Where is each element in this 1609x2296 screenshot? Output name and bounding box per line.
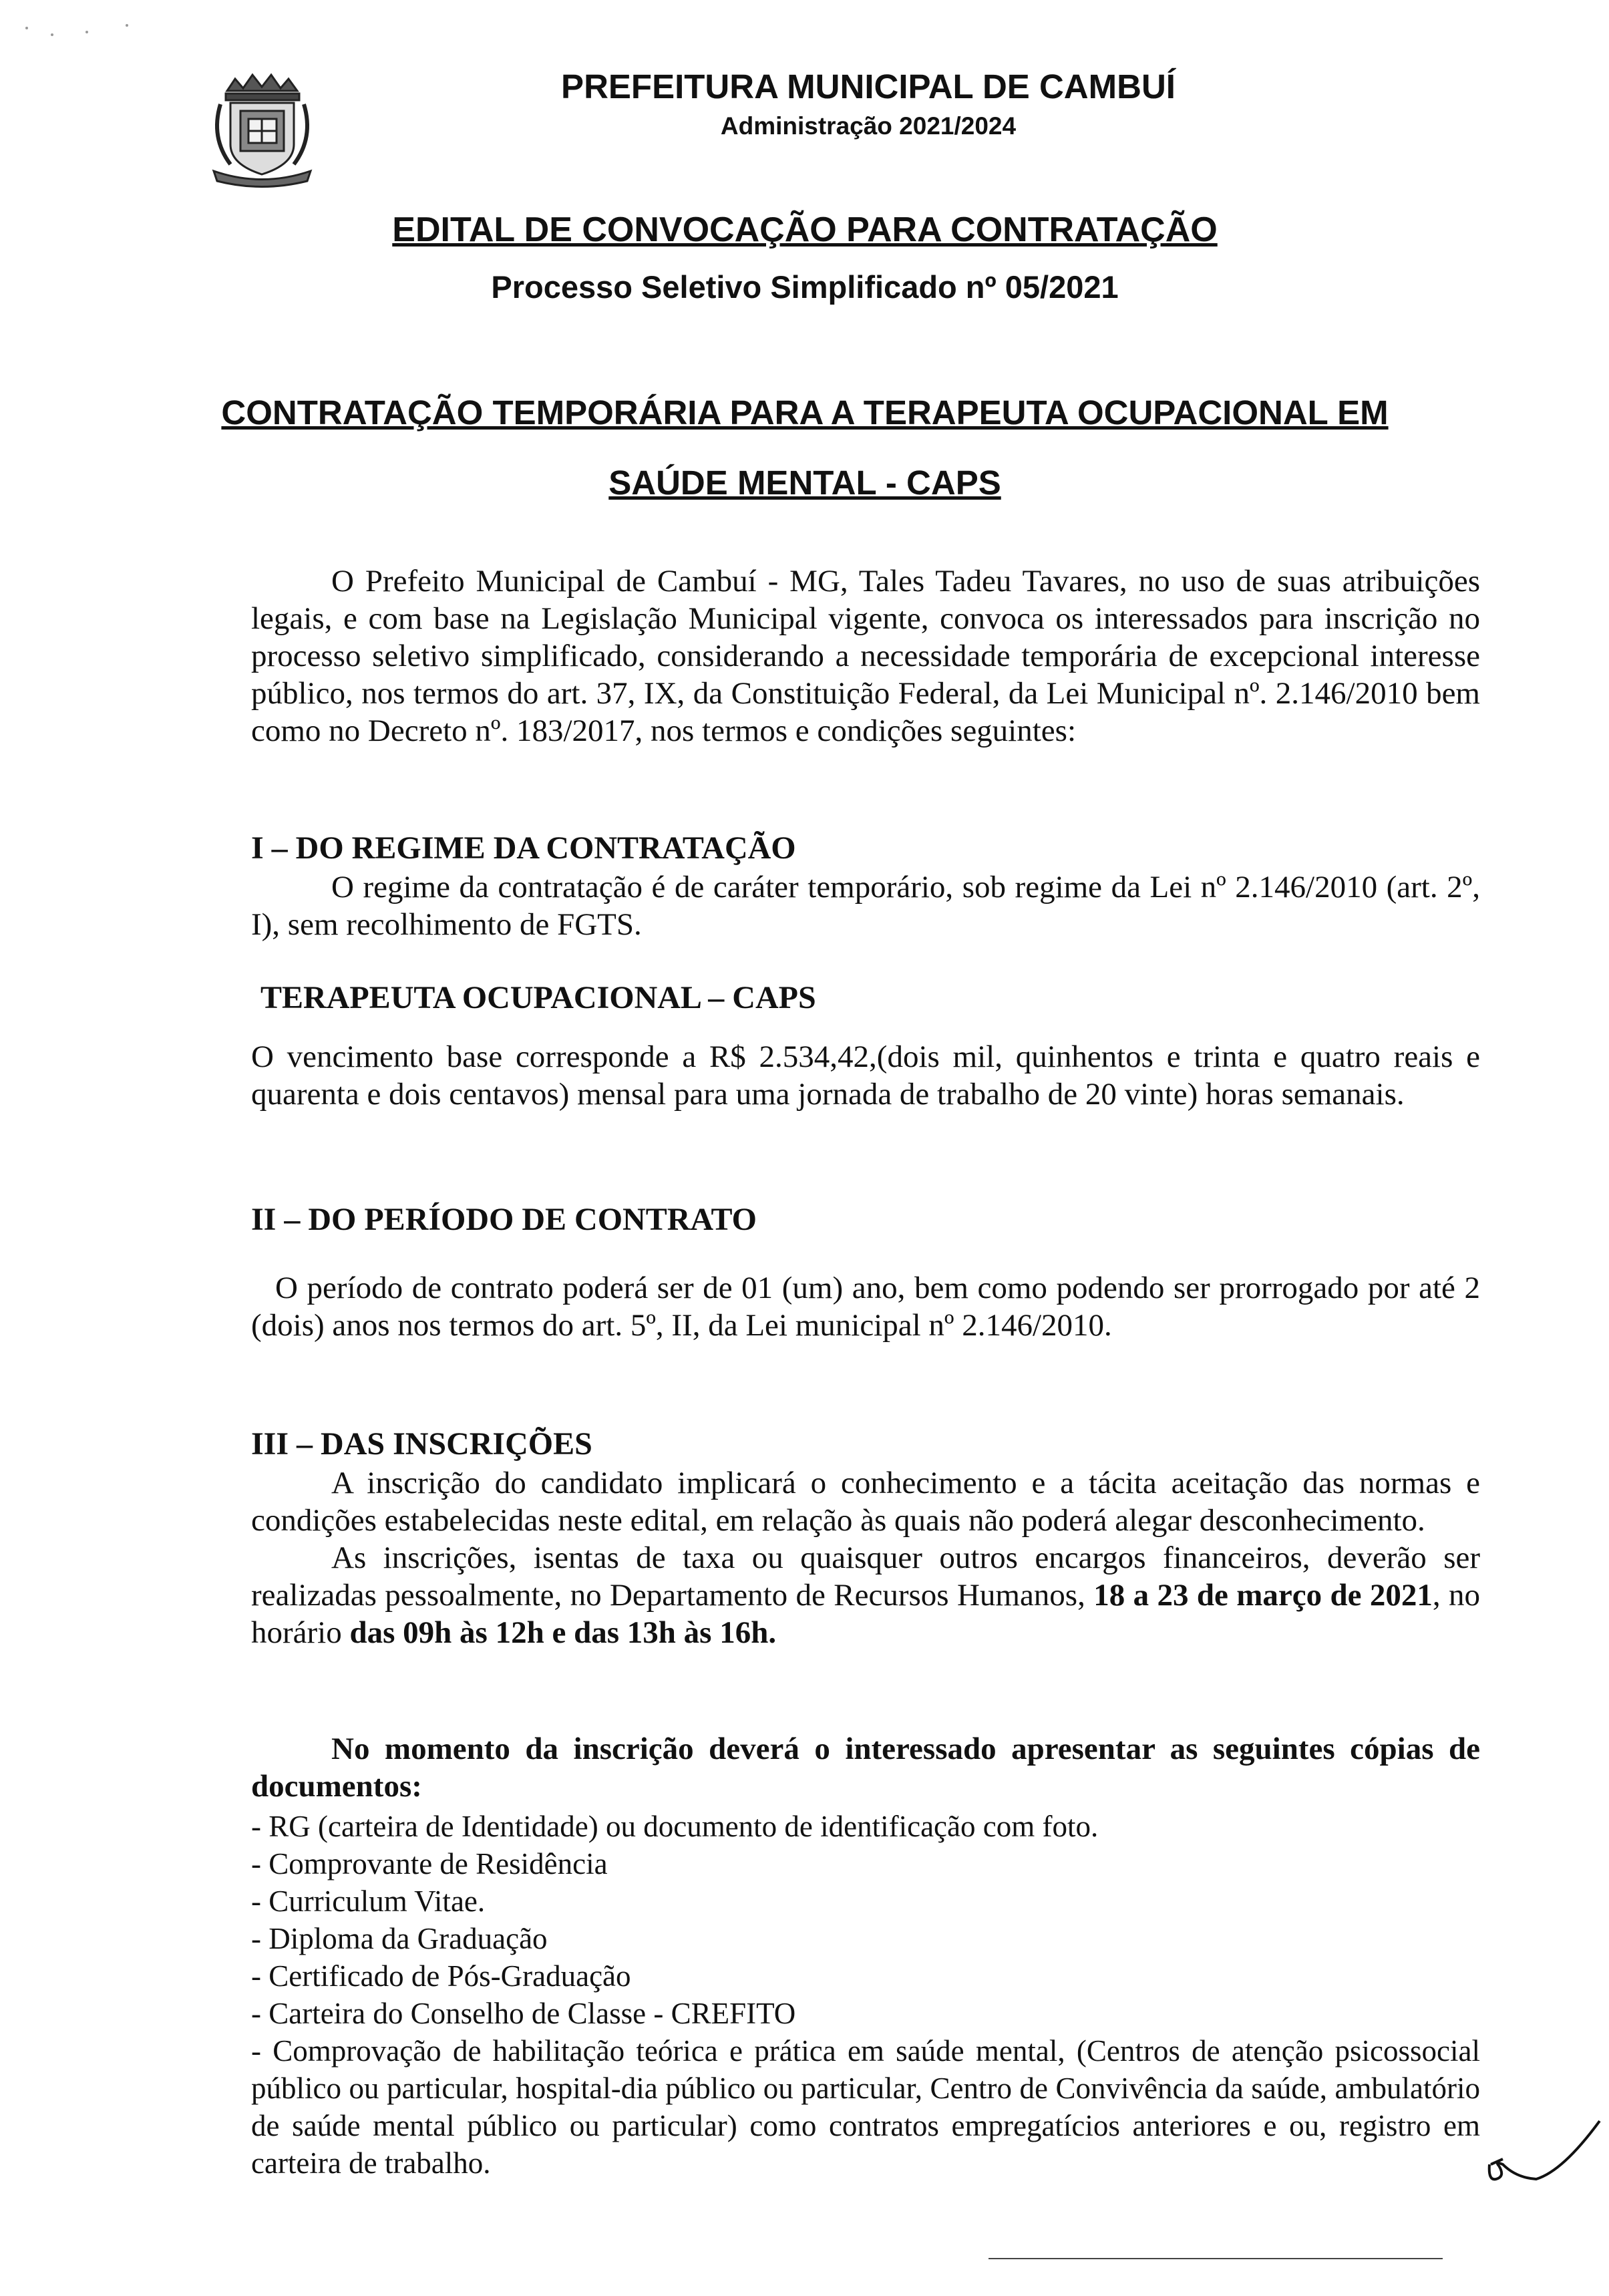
section3-para2 [251,1539,1480,1651]
scan-speck-marks [20,20,154,50]
intro-text: O Prefeito Municipal de Cambuí - MG, Tales Tadeu Tavares, no uso de suas atribuições legais, e com base na Legislação Municipal vigente, convoca os interessados para inscrição no processo seletivo simplificado, considerando a necessidade temporária de excepcional interesse público, nos termos do art. 37, IX, da Constituição Federal, da Lei Municipal nº. 2.146/2010 bem como no Decreto nº. 183/2017, nos termos e condições seguintes: [251,564,1480,748]
document-list-item: - Comprovante de Residência [251,1847,608,1880]
municipal-coat-of-arms-logo [200,64,324,188]
section1-text: O regime da contratação é de caráter temporário, sob regime da Lei nº 2.146/2010 (art. 2º, I), sem recolhimento de FGTS. [251,870,1480,942]
process-number: Processo Seletivo Simplificado nº 05/2021 [491,269,1119,305]
document-list-item: - Curriculum Vitae. [251,1884,486,1918]
document-list-item: - Carteira do Conselho de Classe - CREFITO [251,1997,796,2030]
docs-intro: No momento da inscrição deverá o interessado apresentar as seguintes cópias de documentos: [251,1732,1480,1804]
document-list-item: - Certificado de Pós-Graduação [251,1959,631,1993]
section2-heading: II – DO PERÍODO DE CONTRATO [251,1202,757,1237]
document-list-item: - RG (carteira de Identidade) ou documento de identificação com foto. [251,1810,1099,1843]
section2-text: O período de contrato poderá ser de 01 (um) ano, bem como podendo ser prorrogado por até 2 (dois) anos nos termos do art. 5º, II, da Lei municipal nº 2.146/2010. [251,1271,1480,1343]
organization-name: PREFEITURA MUNICIPAL DE CAMBUÍ [561,67,1176,106]
section1-heading: I – DO REGIME DA CONTRATAÇÃO [251,830,796,866]
edital-title: EDITAL DE CONVOCAÇÃO PARA CONTRATAÇÃO [392,210,1218,249]
document-list-item: - Comprovação de habilitação teórica e prática em saúde mental, (Centros de atenção psicossocial público ou particular, hospital-dia público ou particular, Centro de Convivência da saúde, ambulatório de saúde mental público ou particular) como contratos empregatícios anteriores e ou, registro em carteira de trabalho. [251,2034,1480,2180]
section3-body [251,1464,1480,1651]
cargo-heading: TERAPEUTA OCUPACIONAL – CAPS [260,980,816,1015]
hiring-title-line2: SAÚDE MENTAL - CAPS [608,464,1001,502]
document-list-item: - Diploma da Graduação [251,1922,548,1955]
handwritten-rubric-signature [1476,2118,1603,2201]
docs-intro-block [251,1730,1480,1805]
section2-body [251,1269,1480,1344]
para2-dates: 18 a 23 de março de 2021 [1093,1578,1433,1613]
cargo-text: O vencimento base corresponde a R$ 2.534,42,(dois mil, quinhentos e trinta e quatro reais e quarenta e dois centavos) mensal para uma jornada de trabalho de 20 vinte) horas semanais. [251,1039,1480,1112]
section1-body [251,868,1480,943]
para2-start: As inscrições, isentas de taxa ou quaisquer outros encargos financeiros, deverão ser realizadas pessoalmente, no Departamento de Recursos Humanos, [251,1540,1480,1613]
cargo-body [251,1038,1480,1113]
para2-hours: das 09h às 12h e das 13h às 16h. [349,1615,777,1650]
para2-mid: , no horário [251,1578,1481,1650]
hiring-title-line1: CONTRATAÇÃO TEMPORÁRIA PARA A TERAPEUTA OCUPACIONAL EM [221,393,1389,432]
administration-period: Administração 2021/2024 [720,112,1017,140]
hiring-title [200,377,1409,518]
section3-heading: III – DAS INSCRIÇÕES [251,1426,592,1462]
intro-paragraph [251,562,1480,750]
documents-list [251,1808,1480,2182]
bottom-scan-line [989,2258,1443,2259]
section3-para1: A inscrição do candidato implicará o conhecimento e a tácita aceitação das normas e condições estabelecidas neste edital, em relação às quais não poderá alegar desconhecimento. [251,1466,1480,1538]
